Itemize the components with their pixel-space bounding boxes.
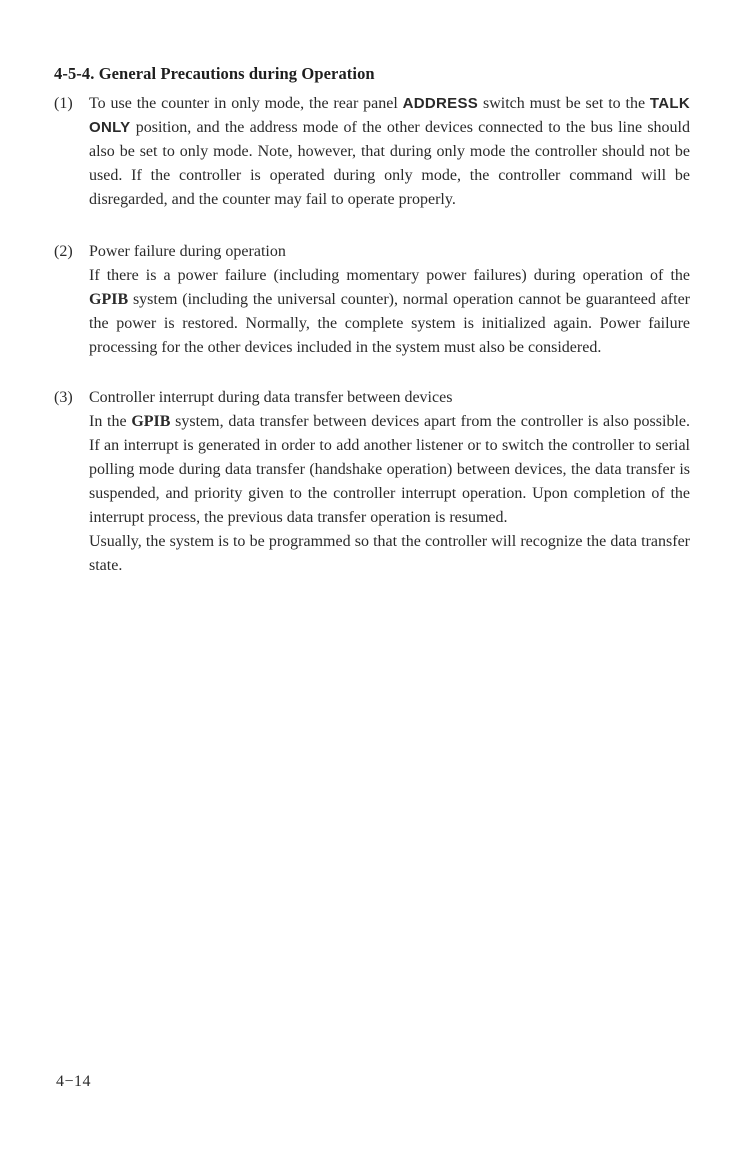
gpib-term: GPIB — [131, 413, 171, 430]
precaution-item-2 — [54, 240, 694, 360]
item-heading: Power failure during operation — [89, 243, 286, 260]
item-heading: Controller interrupt during data transfer between devices — [89, 389, 453, 406]
item-number: (1) — [54, 95, 73, 112]
section-number: 4-5-4. — [54, 64, 95, 83]
gpib-term: GPIB — [89, 291, 129, 308]
item-paragraph — [89, 264, 690, 360]
text-run: system, data transfer between devices apart from the controller is also possible. If an interrupt is generated in order to add another listener or to switch the controller to serial polling mode during data transfer (handshake operation) between devices, the data transfer is suspended, and priority given to the controller interrupt operation. Upon completion of the interrupt process, the previous data transfer operation is resumed. — [89, 413, 690, 526]
address-switch-label: ADDRESS — [402, 95, 479, 112]
item-number: (2) — [54, 243, 73, 260]
item-body — [89, 240, 690, 360]
text-run: system (including the universal counter), normal operation cannot be guaranteed after the power is restored. Normally, the complete system is initialized again. Power failure processing for the other devices included in the system must also be considered. — [89, 291, 690, 356]
talk-only-label: TALK ONLY — [89, 95, 690, 136]
item-note: Usually, the system is to be programmed so that the controller will recognize the data transfer state. — [89, 533, 690, 574]
item-body — [89, 92, 690, 212]
item-number: (3) — [54, 389, 73, 406]
text-run: If there is a power failure (including momentary power failures) during operation of the — [89, 267, 690, 284]
text-run: position, and the address mode of the other devices connected to the bus line should also be set to only mode. Note, however, that during only mode the controller should not be used. If the controller is operated during only mode, the controller command will be disregarded, and the counter may fail to operate properly. — [89, 119, 690, 208]
section-title: General Precautions during Operation — [98, 64, 375, 83]
item-paragraph — [89, 410, 690, 530]
page-number: 4−14 — [56, 1073, 92, 1090]
text-run: switch must be set to the — [478, 95, 650, 112]
text-run: To use the counter in only mode, the rear panel — [89, 95, 403, 112]
text-run: In the — [89, 413, 132, 430]
item-paragraph — [89, 92, 690, 212]
section-heading — [54, 64, 375, 84]
item-body — [89, 386, 690, 578]
precaution-item-3 — [54, 386, 694, 616]
precaution-item-1 — [54, 92, 694, 232]
